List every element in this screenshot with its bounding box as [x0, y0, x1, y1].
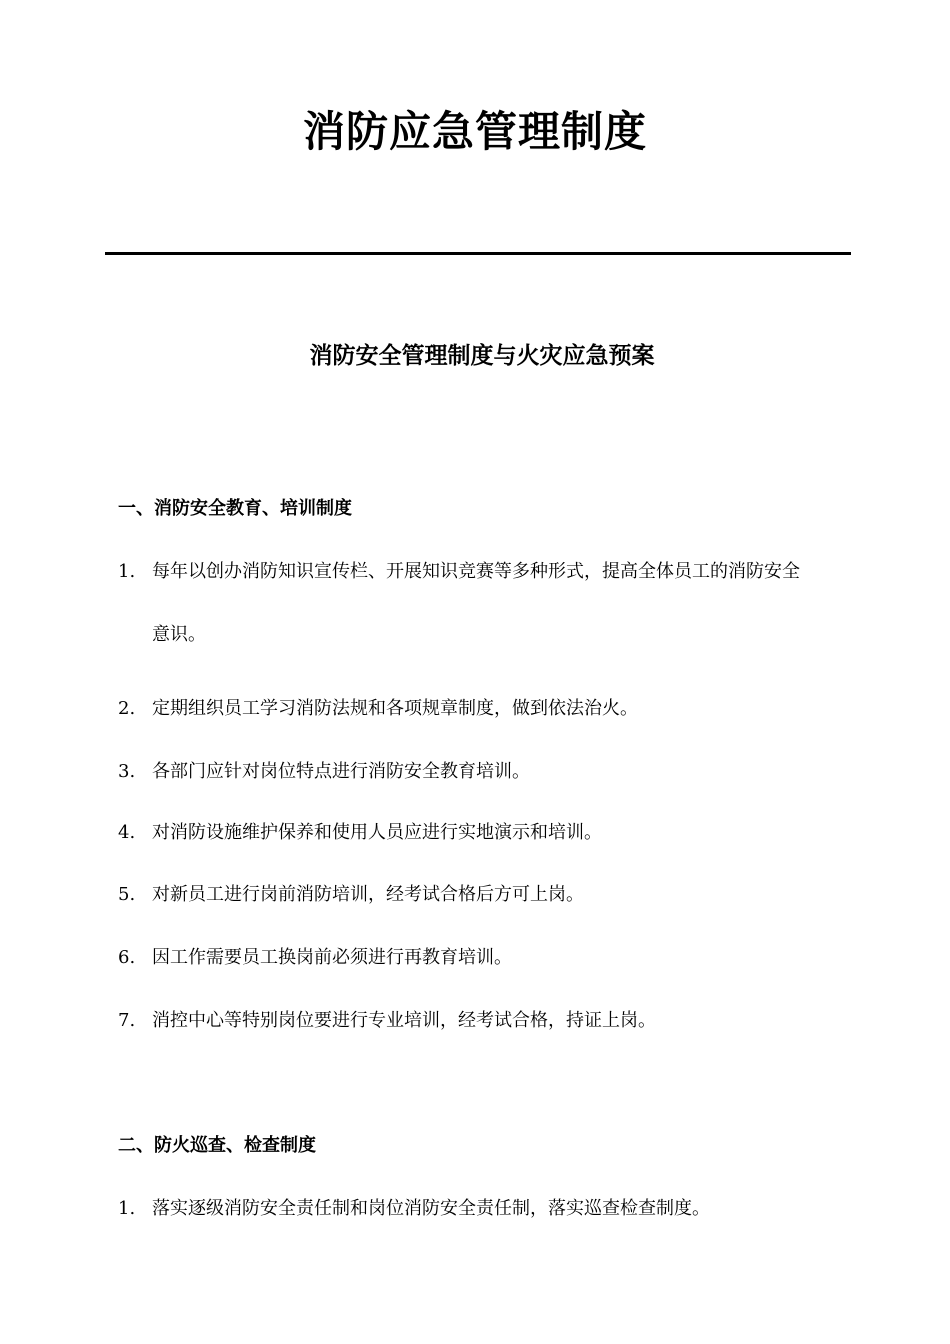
item-text: 各部门应针对岗位特点进行消防安全教育培训。	[152, 761, 530, 782]
document-subtitle: 消防安全管理制度与火灾应急预案	[309, 343, 655, 369]
section-heading-2: 二、防火巡查、检查制度	[118, 1135, 316, 1156]
item-text: 对新员工进行岗前消防培训，经考试合格后方可上岗。	[152, 884, 584, 905]
item-number: 7.	[118, 1010, 136, 1031]
item-text: 因工作需要员工换岗前必须进行再教育培训。	[152, 947, 512, 968]
item-text-continuation: 意识。	[152, 624, 206, 645]
section-heading-1: 一、消防安全教育、培训制度	[118, 498, 352, 519]
item-number: 3.	[118, 761, 136, 782]
item-number: 1.	[118, 561, 136, 582]
item-number: 1.	[118, 1198, 136, 1219]
item-number: 4.	[118, 822, 136, 843]
divider-rule	[105, 252, 851, 255]
item-text: 落实逐级消防安全责任制和岗位消防安全责任制，落实巡查检查制度。	[152, 1198, 710, 1219]
page-title: 消防应急管理制度	[302, 107, 647, 156]
item-number: 6.	[118, 947, 136, 968]
item-number: 2.	[118, 698, 136, 719]
item-text: 定期组织员工学习消防法规和各项规章制度，做到依法治火。	[152, 698, 638, 719]
item-text: 对消防设施维护保养和使用人员应进行实地演示和培训。	[152, 822, 602, 843]
item-number: 5.	[118, 884, 136, 905]
item-text: 每年以创办消防知识宣传栏、开展知识竞赛等多种形式，提高全体员工的消防安全	[152, 561, 800, 582]
item-text: 消控中心等特别岗位要进行专业培训，经考试合格，持证上岗。	[152, 1010, 656, 1031]
